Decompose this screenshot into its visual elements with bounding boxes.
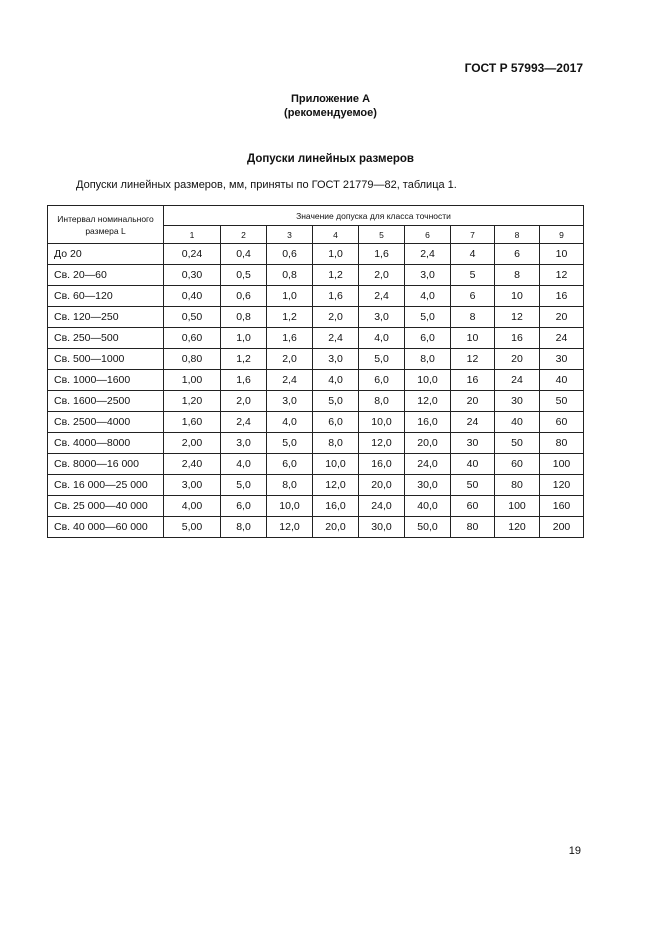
tolerance-value-cell: 6,0 <box>405 328 451 349</box>
class-header-6: 6 <box>405 226 451 244</box>
intro-text: Допуски линейных размеров, мм, приняты по ГОСТ 21779—82, таблица 1. <box>76 179 457 191</box>
tolerance-value-cell: 120 <box>495 517 540 538</box>
tolerance-value-cell: 1,6 <box>221 370 267 391</box>
table-row <box>48 391 584 412</box>
tolerance-value-cell: 50 <box>540 391 584 412</box>
tolerance-value-cell: 3,0 <box>221 433 267 454</box>
interval-cell: Св. 250—500 <box>48 328 164 349</box>
tolerance-value-cell: 16 <box>540 286 584 307</box>
tolerance-value-cell: 8,0 <box>405 349 451 370</box>
tolerance-value-cell: 12,0 <box>359 433 405 454</box>
tolerance-value-cell: 10,0 <box>313 454 359 475</box>
tolerance-value-cell: 20 <box>495 349 540 370</box>
tolerance-value-cell: 10 <box>495 286 540 307</box>
tolerance-value-cell: 0,80 <box>164 349 221 370</box>
tolerance-value-cell: 4,0 <box>405 286 451 307</box>
tolerance-value-cell: 8 <box>495 265 540 286</box>
tolerance-value-cell: 20,0 <box>359 475 405 496</box>
tolerance-value-cell: 1,2 <box>221 349 267 370</box>
tolerance-value-cell: 12 <box>495 307 540 328</box>
tolerance-value-cell: 16 <box>495 328 540 349</box>
tolerance-value-cell: 40 <box>495 412 540 433</box>
table-row <box>48 454 584 475</box>
tolerance-value-cell: 4,00 <box>164 496 221 517</box>
interval-cell: Св. 16 000—25 000 <box>48 475 164 496</box>
tolerance-value-cell: 8 <box>451 307 495 328</box>
tolerance-value-cell: 10,0 <box>359 412 405 433</box>
tolerance-value-cell: 4,0 <box>267 412 313 433</box>
tolerance-value-cell: 5,0 <box>221 475 267 496</box>
interval-cell: Св. 40 000—60 000 <box>48 517 164 538</box>
annex-title: Приложение А <box>290 93 371 105</box>
tolerance-value-cell: 8,0 <box>221 517 267 538</box>
table-row <box>48 433 584 454</box>
tolerance-value-cell: 1,2 <box>267 307 313 328</box>
tolerance-value-cell: 6,0 <box>221 496 267 517</box>
tolerance-value-cell: 40,0 <box>405 496 451 517</box>
tolerance-value-cell: 60 <box>495 454 540 475</box>
tolerance-table <box>47 205 584 538</box>
tolerance-value-cell: 2,00 <box>164 433 221 454</box>
tolerance-value-cell: 0,50 <box>164 307 221 328</box>
tolerance-value-cell: 2,4 <box>313 328 359 349</box>
tolerance-value-cell: 10,0 <box>405 370 451 391</box>
tolerance-value-cell: 6,0 <box>267 454 313 475</box>
table-header-row <box>48 206 584 226</box>
table-row <box>48 265 584 286</box>
annex-heading <box>0 92 661 120</box>
interval-cell: Св. 25 000—40 000 <box>48 496 164 517</box>
tolerance-value-cell: 12 <box>451 349 495 370</box>
tolerance-value-cell: 2,0 <box>221 391 267 412</box>
class-header-2: 2 <box>221 226 267 244</box>
tolerance-value-cell: 1,0 <box>267 286 313 307</box>
tolerance-value-cell: 1,0 <box>313 244 359 265</box>
tolerance-value-cell: 1,2 <box>313 265 359 286</box>
interval-cell: Св. 1600—2500 <box>48 391 164 412</box>
tolerance-value-cell: 16 <box>451 370 495 391</box>
tolerance-value-cell: 2,0 <box>313 307 359 328</box>
class-header-4: 4 <box>313 226 359 244</box>
table-row <box>48 496 584 517</box>
table-row <box>48 517 584 538</box>
interval-cell: Св. 2500—4000 <box>48 412 164 433</box>
tolerance-value-cell: 24 <box>540 328 584 349</box>
class-header-7: 7 <box>451 226 495 244</box>
tolerance-value-cell: 3,0 <box>313 349 359 370</box>
tolerance-value-cell: 0,6 <box>221 286 267 307</box>
interval-cell: Св. 500—1000 <box>48 349 164 370</box>
tolerance-value-cell: 5 <box>451 265 495 286</box>
table-row <box>48 349 584 370</box>
tolerance-value-cell: 0,5 <box>221 265 267 286</box>
table-row <box>48 307 584 328</box>
tolerance-value-cell: 1,6 <box>313 286 359 307</box>
tolerance-value-cell: 1,6 <box>267 328 313 349</box>
tolerance-value-cell: 3,0 <box>359 307 405 328</box>
annex-note: (рекомендуемое) <box>284 107 377 119</box>
tolerance-value-cell: 3,00 <box>164 475 221 496</box>
tolerance-value-cell: 0,40 <box>164 286 221 307</box>
tolerance-value-cell: 4,0 <box>359 328 405 349</box>
tolerance-value-cell: 120 <box>540 475 584 496</box>
tolerance-value-cell: 16,0 <box>359 454 405 475</box>
tolerance-value-cell: 24,0 <box>359 496 405 517</box>
tolerance-value-cell: 30 <box>451 433 495 454</box>
class-group-header: Значение допуска для класса точности <box>164 206 584 226</box>
tolerance-value-cell: 1,60 <box>164 412 221 433</box>
tolerance-value-cell: 8,0 <box>313 433 359 454</box>
tolerance-value-cell: 2,40 <box>164 454 221 475</box>
class-header-8: 8 <box>495 226 540 244</box>
table-row <box>48 328 584 349</box>
interval-header-line1: Интервал номинального <box>57 213 154 224</box>
tolerance-value-cell: 10 <box>451 328 495 349</box>
tolerance-value-cell: 100 <box>540 454 584 475</box>
tolerance-value-cell: 8,0 <box>267 475 313 496</box>
tolerance-value-cell: 1,00 <box>164 370 221 391</box>
tolerance-value-cell: 20 <box>451 391 495 412</box>
tolerance-value-cell: 200 <box>540 517 584 538</box>
interval-cell: Св. 20—60 <box>48 265 164 286</box>
table-row <box>48 412 584 433</box>
tolerance-value-cell: 12,0 <box>267 517 313 538</box>
tolerance-value-cell: 50,0 <box>405 517 451 538</box>
tolerance-value-cell: 10 <box>540 244 584 265</box>
tolerance-value-cell: 24 <box>495 370 540 391</box>
tolerance-value-cell: 12 <box>540 265 584 286</box>
interval-column-header <box>48 206 164 244</box>
tolerance-value-cell: 5,0 <box>267 433 313 454</box>
tolerance-value-cell: 2,0 <box>267 349 313 370</box>
interval-cell: Св. 8000—16 000 <box>48 454 164 475</box>
tolerance-value-cell: 3,0 <box>405 265 451 286</box>
interval-cell: До 20 <box>48 244 164 265</box>
tolerance-value-cell: 100 <box>495 496 540 517</box>
tolerance-value-cell: 4 <box>451 244 495 265</box>
table-row <box>48 286 584 307</box>
tolerance-value-cell: 160 <box>540 496 584 517</box>
tolerance-value-cell: 6 <box>451 286 495 307</box>
tolerance-value-cell: 20,0 <box>313 517 359 538</box>
tolerance-value-cell: 0,8 <box>267 265 313 286</box>
tolerance-value-cell: 50 <box>495 433 540 454</box>
tolerance-value-cell: 6,0 <box>359 370 405 391</box>
table-row <box>48 475 584 496</box>
tolerance-value-cell: 0,30 <box>164 265 221 286</box>
section-title: Допуски линейных размеров <box>247 153 414 165</box>
tolerance-value-cell: 20 <box>540 307 584 328</box>
class-header-9: 9 <box>540 226 584 244</box>
tolerance-value-cell: 20,0 <box>405 433 451 454</box>
interval-cell: Св. 120—250 <box>48 307 164 328</box>
tolerance-value-cell: 4,0 <box>313 370 359 391</box>
tolerance-value-cell: 30 <box>540 349 584 370</box>
tolerance-value-cell: 80 <box>495 475 540 496</box>
tolerance-value-cell: 2,0 <box>359 265 405 286</box>
tolerance-value-cell: 80 <box>540 433 584 454</box>
tolerance-value-cell: 6,0 <box>313 412 359 433</box>
interval-header-line2: размера L <box>85 225 126 236</box>
class-header-1: 1 <box>164 226 221 244</box>
tolerance-value-cell: 4,0 <box>221 454 267 475</box>
tolerance-value-cell: 10,0 <box>267 496 313 517</box>
page-number: 19 <box>568 845 581 857</box>
tolerance-value-cell: 24 <box>451 412 495 433</box>
tolerance-value-cell: 30 <box>495 391 540 412</box>
table-row <box>48 370 584 391</box>
tolerance-value-cell: 0,60 <box>164 328 221 349</box>
class-header-5: 5 <box>359 226 405 244</box>
tolerance-value-cell: 0,8 <box>221 307 267 328</box>
tolerance-value-cell: 16,0 <box>405 412 451 433</box>
tolerance-value-cell: 30,0 <box>359 517 405 538</box>
tolerance-value-cell: 8,0 <box>359 391 405 412</box>
class-header-3: 3 <box>267 226 313 244</box>
tolerance-value-cell: 2,4 <box>359 286 405 307</box>
interval-cell: Св. 60—120 <box>48 286 164 307</box>
tolerance-value-cell: 3,0 <box>267 391 313 412</box>
tolerance-value-cell: 5,0 <box>359 349 405 370</box>
standard-code: ГОСТ Р 57993—2017 <box>464 61 583 75</box>
tolerance-value-cell: 0,6 <box>267 244 313 265</box>
tolerance-value-cell: 60 <box>451 496 495 517</box>
table-row <box>48 244 584 265</box>
interval-cell: Св. 4000—8000 <box>48 433 164 454</box>
tolerance-value-cell: 1,0 <box>221 328 267 349</box>
tolerance-value-cell: 1,20 <box>164 391 221 412</box>
tolerance-value-cell: 40 <box>540 370 584 391</box>
tolerance-value-cell: 2,4 <box>405 244 451 265</box>
tolerance-value-cell: 40 <box>451 454 495 475</box>
tolerance-value-cell: 30,0 <box>405 475 451 496</box>
tolerance-value-cell: 12,0 <box>313 475 359 496</box>
tolerance-value-cell: 16,0 <box>313 496 359 517</box>
tolerance-value-cell: 5,0 <box>405 307 451 328</box>
tolerance-value-cell: 2,4 <box>267 370 313 391</box>
tolerance-value-cell: 5,00 <box>164 517 221 538</box>
tolerance-value-cell: 12,0 <box>405 391 451 412</box>
tolerance-value-cell: 6 <box>495 244 540 265</box>
tolerance-value-cell: 50 <box>451 475 495 496</box>
tolerance-value-cell: 24,0 <box>405 454 451 475</box>
tolerance-value-cell: 80 <box>451 517 495 538</box>
interval-cell: Св. 1000—1600 <box>48 370 164 391</box>
tolerance-value-cell: 2,4 <box>221 412 267 433</box>
tolerance-value-cell: 5,0 <box>313 391 359 412</box>
tolerance-value-cell: 60 <box>540 412 584 433</box>
tolerance-value-cell: 0,24 <box>164 244 221 265</box>
tolerance-value-cell: 0,4 <box>221 244 267 265</box>
tolerance-value-cell: 1,6 <box>359 244 405 265</box>
